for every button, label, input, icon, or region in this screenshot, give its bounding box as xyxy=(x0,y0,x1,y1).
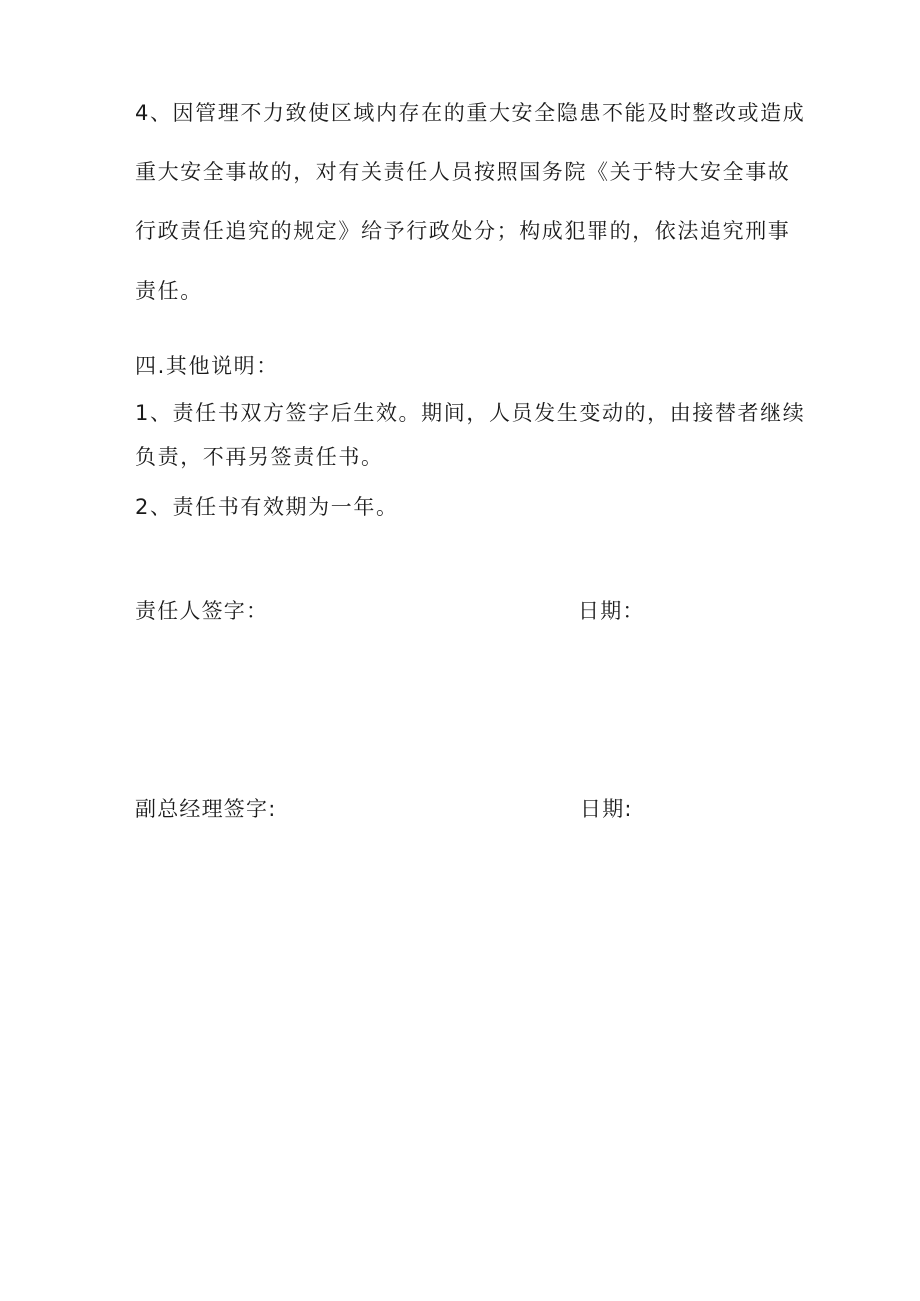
item4-line-1: 4、因管理不力致使区域内存在的重大安全隐患不能及时整改或造成 xyxy=(135,101,806,125)
item4-line-4: 责任。 xyxy=(135,279,203,303)
date-label-1: 日期： xyxy=(578,599,645,623)
item4-line-2: 重大安全事故的，对有关责任人员按照国务院《关于特大安全事故 xyxy=(135,160,791,184)
section4-item1-line-2: 负责，不再另签责任书。 xyxy=(135,445,384,469)
section4-heading: 四.其他说明： xyxy=(135,354,279,378)
responsible-signature-label: 责任人签字： xyxy=(135,599,269,623)
item4-line-3: 行政责任追究的规定》给予行政处分；构成犯罪的，依法追究刑事 xyxy=(135,219,791,243)
date-label-2: 日期: xyxy=(580,797,633,821)
section4-item2: 2、责任书有效期为一年。 xyxy=(135,495,399,519)
deputy-signature-label: 副总经理签字: xyxy=(135,797,277,821)
section4-item1-line-1: 1、责任书双方签字后生效。期间，人员发生变动的，由接替者继续 xyxy=(135,401,806,425)
